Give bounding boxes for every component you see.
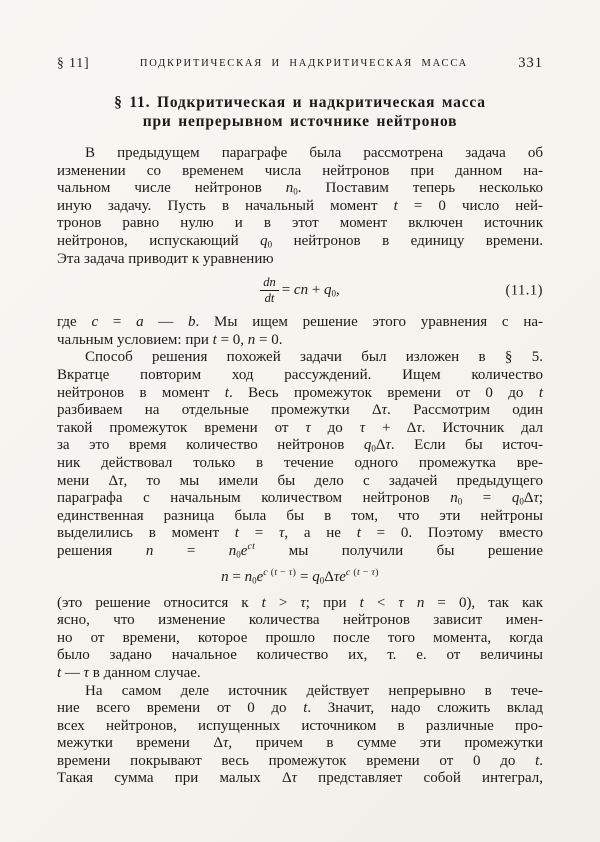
text-line: ник действовал только в течение одного промежутка вре- xyxy=(57,454,543,471)
page-body xyxy=(57,145,543,788)
page-number: 331 xyxy=(518,55,543,71)
paragraph xyxy=(57,145,543,268)
section-label: § 11] xyxy=(57,55,90,70)
chapter-title xyxy=(57,93,543,131)
running-header xyxy=(57,55,543,72)
text-line: (это решение относится к t > τ; при t < τ n = 0), так как xyxy=(57,594,543,611)
equation-label: (11.1) xyxy=(505,282,543,299)
text-line: Эта задача приводит к уравнению xyxy=(57,250,274,267)
text-line: ние всего времени от 0 до t. Значит, надо сложить вклад xyxy=(57,700,543,717)
text-line: решения $n = n_0e^{ct}$ мы получили бы решение xyxy=(57,540,543,560)
text-line: чальном числе нейтронов $n_0$. Поставим теперь несколько xyxy=(57,180,544,197)
text-line: изменении со временем числа нейтронов при данном на- xyxy=(57,162,543,179)
equation xyxy=(57,276,543,305)
text-line: нейтронов в момент t. Весь промежуток времени от 0 до t xyxy=(57,384,543,401)
text-line: нейтронов, испускающий $q_0$ нейтронов в единицу времени. xyxy=(57,232,543,250)
text-line: но от времени, которое прошло после того момента, когда xyxy=(57,629,543,646)
text-line: На самом деле источник действует непрерывно в тече- xyxy=(85,682,543,699)
text-line: межутки времени Δτ, причем в сумме эти промежутки xyxy=(57,735,543,752)
text-line: времени покрывают весь промежуток времени от 0 до t. xyxy=(57,752,543,769)
text-line: параграфа с начальным количеством нейтронов $n_0 = q_0\Delta\tau$; xyxy=(57,490,544,507)
text-line: выделились в момент t = τ, а не t = 0. Поэтому вместо xyxy=(57,525,543,542)
text-line: такой промежуток времени от τ до τ + Δτ. Источник дал xyxy=(57,419,543,436)
paragraph xyxy=(57,595,543,683)
paragraph xyxy=(57,314,543,349)
text-line: t — τ в данном случае. xyxy=(57,664,201,681)
text-line: где c = a — b. Мы ищем решение этого уравнения с на- xyxy=(57,314,543,331)
text-line: разбиваем на отдельные промежутки Δτ. Рассмотрим один xyxy=(57,402,543,419)
text-line: мени Δτ, то мы имели бы дело с задачей предыдущего xyxy=(57,472,543,489)
text-line: ясно, что изменение количества нейтронов зависит имен- xyxy=(57,612,543,629)
equation-fraction: $\frac{dn}{dt}$ xyxy=(260,276,279,305)
running-title: ПОДКРИТИЧЕСКАЯ И НАДКРИТИЧЕСКАЯ МАССА xyxy=(139,58,469,69)
text-line: В предыдущем параграфе была рассмотрена задача об xyxy=(85,145,543,161)
text-line: было задано начальное количество их, т. е. от величины xyxy=(57,647,543,664)
text-line: всех нейтронов, испущенных источником в различные про- xyxy=(57,717,543,734)
text-line: Такая сумма при малых Δτ представляет собой интеграл, xyxy=(57,770,543,787)
text-line: Способ решения похожей задачи был изложен в § 5. xyxy=(85,349,543,366)
paragraph xyxy=(57,683,543,789)
text-line: тронов равно нулю и в этот момент включен источник xyxy=(57,215,543,232)
text-line: Вкратце повторим ход рассуждений. Ищем количество xyxy=(57,366,543,383)
equation-content: $n = n_0e^{c (t - \tau)} = q_0\Delta\tau e^{c (t - \tau)}$ xyxy=(221,566,379,586)
text-line: чальным условием: при t = 0, n = 0. xyxy=(57,331,283,348)
paragraph xyxy=(57,349,543,560)
text-line: иную задачу. Пусть в начальный момент t = 0 число ней- xyxy=(57,197,543,214)
text-line: за это время количество нейтронов $q_0\Delta\tau$. Если бы источ- xyxy=(57,437,543,454)
text-line: единственная разница была бы в том, что эти нейтроны xyxy=(57,507,543,524)
equation-content: $\frac{dn}{dt}$ = cn + $q_0$, xyxy=(260,276,340,305)
equation xyxy=(57,568,543,585)
chapter-title-line-2: при непрерывном источнике нейтронов xyxy=(142,113,458,130)
chapter-title-line-1: § 11. Подкритическая и надкритическая масса xyxy=(114,94,486,111)
